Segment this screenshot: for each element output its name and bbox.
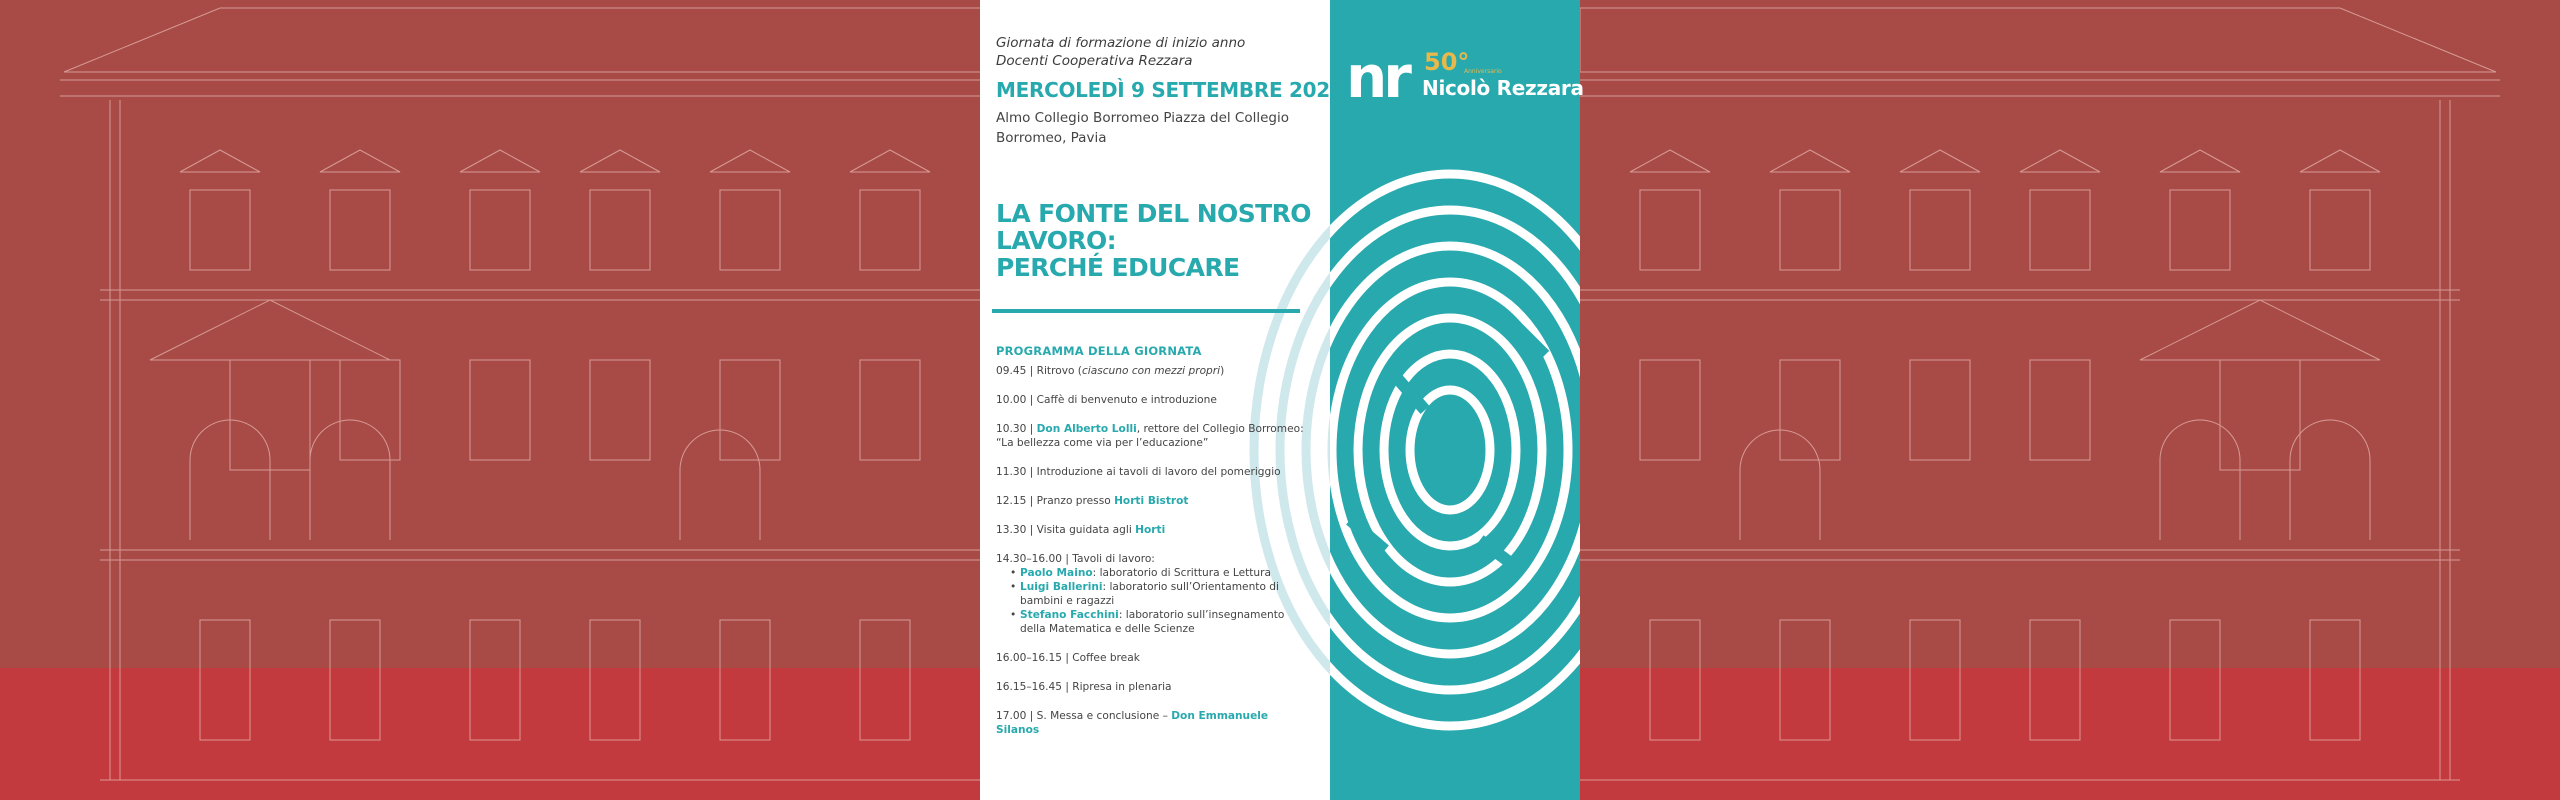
facade-drawing-right — [1580, 0, 2560, 800]
anniversary-word: Anniversario — [1464, 68, 1502, 75]
building-facade-right — [1580, 0, 2560, 800]
programme-item: 10.30 | Don Alberto Lolli, rettore del Collegio Borromeo: “La bellezza come via per l’educazione” — [996, 423, 1304, 449]
event-title — [996, 200, 1316, 281]
intro-text — [996, 34, 1316, 70]
building-facade-left — [0, 0, 980, 800]
logo-mark: nr — [1346, 43, 1408, 111]
intro-line-2: Docenti Cooperativa Rezzara — [996, 53, 1193, 69]
programme-item: 12.15 | Pranzo presso Horti Bistrot — [996, 495, 1189, 507]
programme-item: 13.30 | Visita guidata agli Horti — [996, 524, 1166, 536]
title-line-1: LA FONTE DEL NOSTRO — [996, 199, 1311, 228]
anniversary-number: 50° — [1424, 48, 1470, 76]
title-line-2: LAVORO: — [996, 226, 1117, 255]
programme-item: 10.00 | Caffè di benvenuto e introduzione — [996, 394, 1217, 406]
event-venue — [996, 108, 1316, 148]
intro-line-1: Giornata di formazione di inizio anno — [996, 35, 1246, 51]
programme-item: 14.30–16.00 | Tavoli di lavoro: — [996, 553, 1155, 565]
speaker-name: Don Alberto Lolli — [1036, 423, 1137, 435]
programme-heading: PROGRAMMA DELLA GIORNATA — [996, 344, 1202, 358]
programme-item: 17.00 | S. Messa e conclusione – Don Emmanuele Silanos — [996, 710, 1269, 736]
programme-item: 09.45 | Ritrovo (ciascuno con mezzi propri) — [996, 365, 1225, 377]
facade-drawing-left — [0, 0, 980, 800]
programme-item: 11.30 | Introduzione ai tavoli di lavoro del pomeriggio — [996, 466, 1281, 478]
venue-line-2: Borromeo, Pavia — [996, 130, 1107, 146]
programme-list — [996, 364, 1308, 737]
venue-line-1: Almo Collegio Borromeo Piazza del Collegio — [996, 110, 1289, 126]
event-date: MERCOLEDÌ 9 SETTEMBRE 2026 — [996, 78, 1344, 102]
title-divider — [992, 309, 1300, 313]
programme-item: 16.15–16.45 | Ripresa in plenaria — [996, 681, 1172, 693]
workshop-item: • Luigi Ballerini: laboratorio sull’Orientamento di bambini e ragazzi — [1010, 580, 1308, 608]
workshop-item: • Paolo Maino: laboratorio di Scrittura e Lettura — [1010, 566, 1308, 580]
programme-item: 16.00–16.15 | Coffee break — [996, 652, 1140, 664]
speaker-name: Don Emmanuele Silanos — [996, 710, 1269, 736]
place-name: Horti Bistrot — [1114, 495, 1189, 507]
workshop-item: • Stefano Facchini: laboratorio sull’insegnamento della Matematica e delle Scienze — [1010, 608, 1308, 636]
fingerprint-teal-part — [1330, 120, 1580, 760]
brand-name: Nicolò Rezzara — [1422, 76, 1584, 100]
workshop-list — [1010, 566, 1308, 636]
place-name: Horti — [1135, 524, 1166, 536]
title-line-3: PERCHÉ EDUCARE — [996, 253, 1240, 282]
